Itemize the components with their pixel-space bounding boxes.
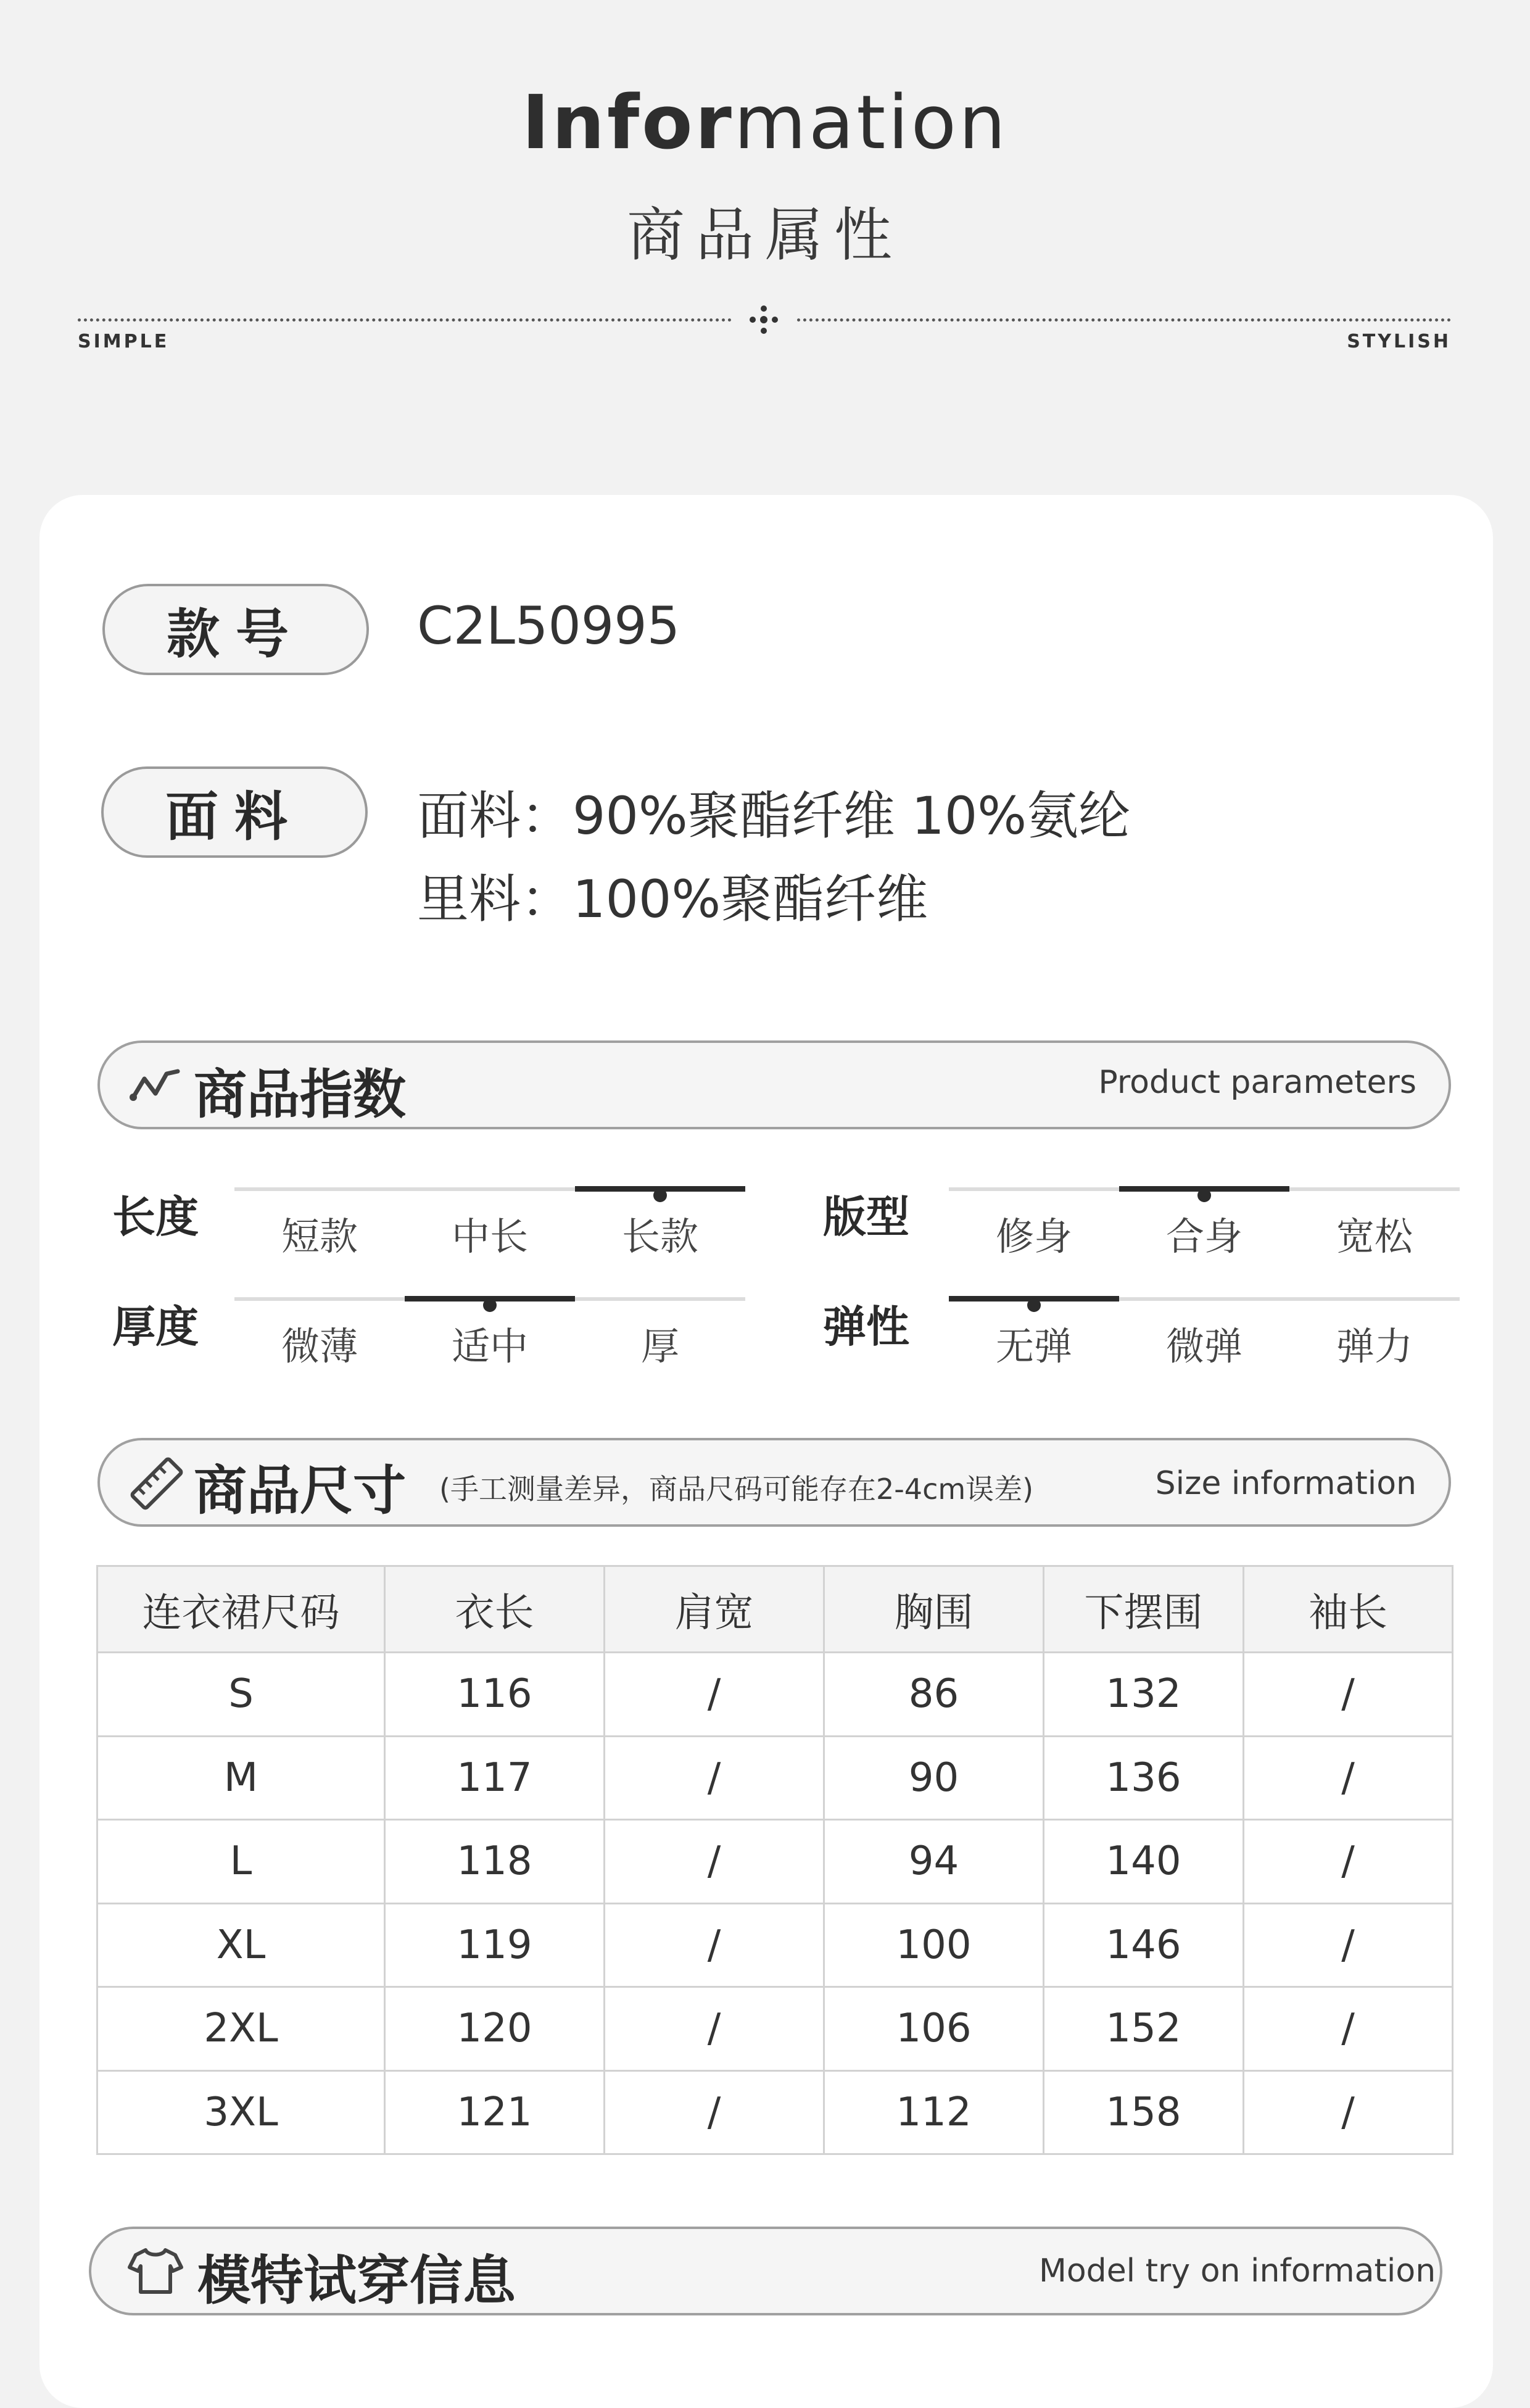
style-no-value: C2L50995 — [417, 596, 680, 656]
fabric-pill — [101, 766, 368, 858]
section-title-cn: 商品属性 — [626, 202, 903, 269]
table-cell: / — [605, 2070, 824, 2154]
table-cell: 146 — [1044, 1903, 1244, 1987]
table-cell: 117 — [385, 1736, 605, 1820]
style-no-label: 款号 — [167, 604, 305, 665]
title-en-bold: Infor — [521, 80, 734, 166]
size-information-title-cn: 商品尺寸 — [194, 1460, 406, 1522]
product-parameters-title-en: Product parameters — [1098, 1064, 1416, 1101]
table-cell: L — [97, 1820, 385, 1904]
table-cell: / — [1244, 1653, 1453, 1737]
index-option: 中长 — [451, 1214, 528, 1259]
table-header-cell: 袖长 — [1244, 1566, 1453, 1653]
table-cell: / — [605, 1653, 824, 1737]
index-label: 厚度 — [112, 1302, 199, 1352]
table-cell: M — [97, 1736, 385, 1820]
tag-stylish: STYLISH — [1347, 331, 1451, 352]
fabric-line-1: 面料：90%聚酯纤维 10%氨纶 — [417, 786, 1131, 846]
table-cell: 106 — [824, 1987, 1044, 2071]
table-cell: 119 — [385, 1903, 605, 1987]
model-info-title-en: Model try on information — [1039, 2252, 1436, 2290]
table-header-cell: 连衣裙尺码 — [97, 1566, 385, 1653]
table-header-row — [97, 1566, 1453, 1653]
table-cell: / — [1244, 1903, 1453, 1987]
table-cell: / — [1244, 1987, 1453, 2071]
table-cell: 158 — [1044, 2070, 1244, 2154]
table-cell: 140 — [1044, 1820, 1244, 1904]
index-option: 微弹 — [1165, 1324, 1243, 1369]
move-cross-icon — [748, 304, 780, 336]
line-chart-icon — [130, 1065, 181, 1105]
index-option: 合身 — [1165, 1214, 1243, 1259]
table-cell: / — [605, 1987, 824, 2071]
index-label: 版型 — [823, 1192, 909, 1242]
size-table — [96, 1565, 1454, 2155]
index-option: 宽松 — [1336, 1214, 1413, 1259]
table-cell: 94 — [824, 1820, 1044, 1904]
table-header-cell: 下摆围 — [1044, 1566, 1244, 1653]
style-no-pill — [102, 584, 369, 675]
table-cell: 121 — [385, 2070, 605, 2154]
table-row — [97, 1987, 1453, 2071]
index-option: 适中 — [451, 1324, 528, 1369]
table-cell: 86 — [824, 1653, 1044, 1737]
index-option: 短款 — [281, 1214, 358, 1259]
table-cell: 136 — [1044, 1736, 1244, 1820]
index-option: 微薄 — [281, 1324, 358, 1369]
table-header-cell: 衣长 — [385, 1566, 605, 1653]
table-cell: / — [605, 1903, 824, 1987]
index-option: 弹力 — [1336, 1324, 1413, 1369]
index-selected-dot — [653, 1189, 667, 1202]
fabric-label: 面料 — [165, 786, 304, 848]
table-row — [97, 1736, 1453, 1820]
table-cell: S — [97, 1653, 385, 1737]
table-header-cell: 肩宽 — [605, 1566, 824, 1653]
product-parameters-title-cn: 商品指数 — [194, 1064, 406, 1126]
index-option: 无弹 — [995, 1324, 1072, 1369]
table-cell: 100 — [824, 1903, 1044, 1987]
fabric-line-2: 里料：100%聚酯纤维 — [417, 869, 928, 929]
divider-left — [78, 318, 732, 322]
table-cell: 118 — [385, 1820, 605, 1904]
table-row — [97, 2070, 1453, 2154]
table-cell: 112 — [824, 2070, 1044, 2154]
table-cell: / — [1244, 1820, 1453, 1904]
divider-right — [797, 318, 1451, 322]
table-cell: / — [1244, 2070, 1453, 2154]
table-row — [97, 1903, 1453, 1987]
table-cell: 132 — [1044, 1653, 1244, 1737]
table-cell: 90 — [824, 1736, 1044, 1820]
table-header-cell: 胸围 — [824, 1566, 1044, 1653]
index-option: 长款 — [621, 1214, 698, 1259]
model-info-title-cn: 模特试穿信息 — [197, 2250, 516, 2312]
index-selected-dot — [1027, 1298, 1041, 1312]
table-row — [97, 1653, 1453, 1737]
tshirt-icon — [127, 2246, 184, 2296]
table-cell: / — [1244, 1736, 1453, 1820]
index-option: 厚 — [640, 1324, 679, 1369]
index-label: 弹性 — [823, 1302, 909, 1352]
table-cell: 3XL — [97, 2070, 385, 2154]
table-cell: 152 — [1044, 1987, 1244, 2071]
table-cell: / — [605, 1736, 824, 1820]
table-cell: 2XL — [97, 1987, 385, 2071]
index-option: 修身 — [995, 1214, 1072, 1259]
index-label: 长度 — [112, 1192, 199, 1242]
index-selected-dot — [1197, 1189, 1211, 1202]
table-cell: 116 — [385, 1653, 605, 1737]
tag-simple: SIMPLE — [78, 331, 170, 352]
table-cell: 120 — [385, 1987, 605, 2071]
table-cell: XL — [97, 1903, 385, 1987]
table-row — [97, 1820, 1453, 1904]
section-title-en — [0, 80, 1530, 166]
index-selected-dot — [483, 1298, 497, 1312]
title-en-light: mation — [734, 80, 1009, 166]
size-information-title-en: Size information — [1155, 1465, 1416, 1502]
size-information-note: (手工测量差异，商品尺码可能存在2-4cm误差) — [439, 1472, 1034, 1506]
table-cell: / — [605, 1820, 824, 1904]
ruler-icon — [127, 1454, 186, 1513]
